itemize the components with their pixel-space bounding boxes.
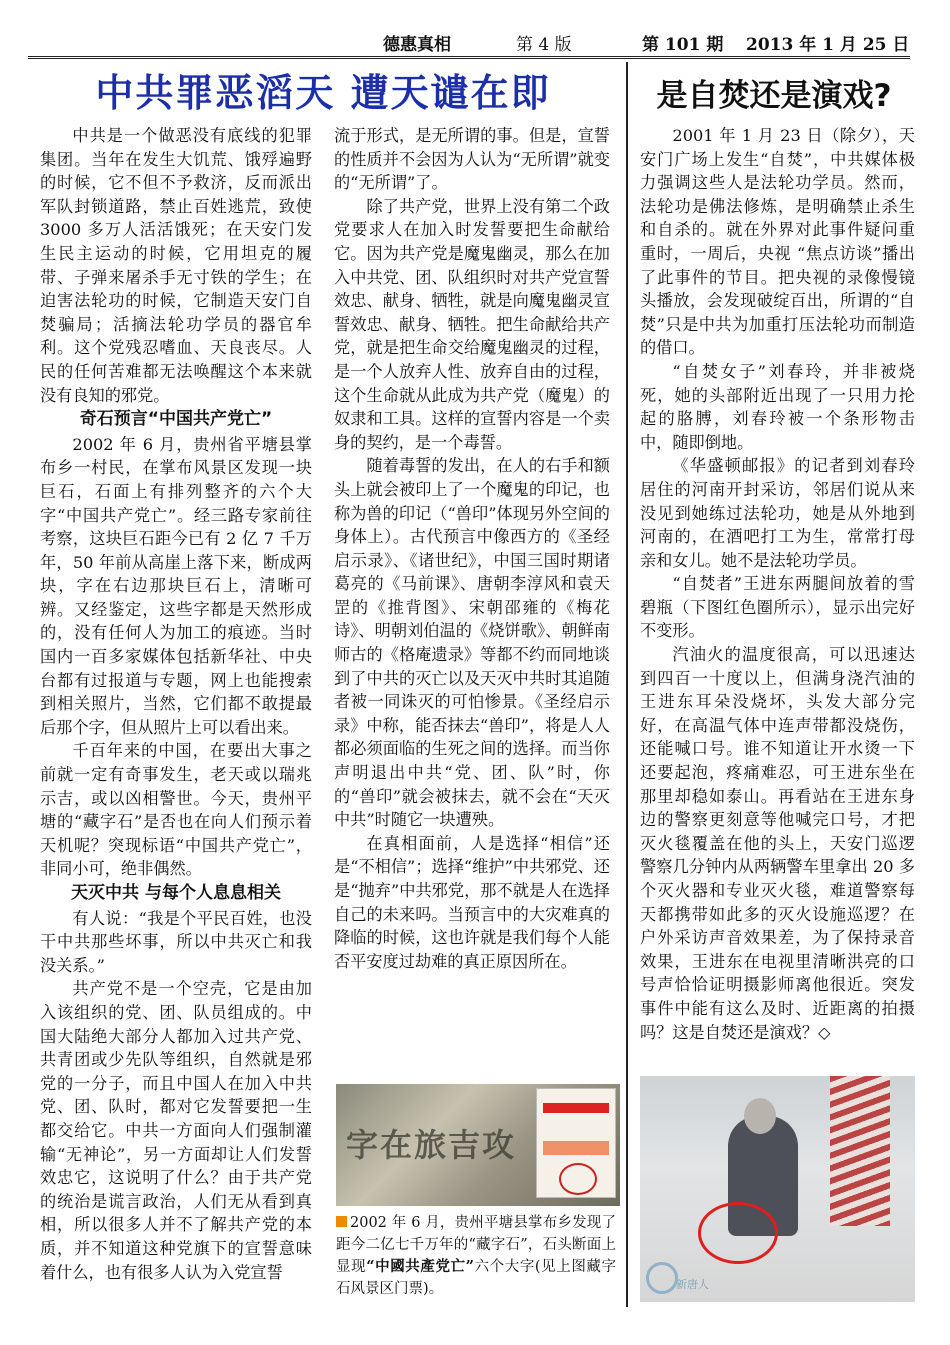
- article-paragraph: 2001 年 1 月 23 日（除夕），天安门广场上发生“自焚”，中共媒体极力强调这些人是法轮功学员。然而，法轮功是佛法修炼，是明确禁止杀生和自杀的。就在外界对此事件疑问重重时，一周后，央视 “焦点访谈”播出了此事件的节目。把央视的录像慢镜头播放，会发现破绽百出，所谓的“自焚”只是中共为加重打压法轮功而制造的借口。: [640, 126, 915, 358]
- caption-text: 2002 年 6 月，贵州平塘县掌布乡发现了距今二亿七千万年的“藏字石”，石头断面上显现: [336, 1215, 616, 1275]
- article-paragraph: 2002 年 6 月，贵州省平塘县掌布乡一村民，在掌布风景区发现一块巨石，石面上有排列整齐的六个大字“中国共产党亡”。经三路专家前往考察，这块巨石距今已有 2 亿 7 千万年，50 年前从高崖上落下来，断成两块，字在右边那块巨石上，清晰可辨。又经鉴定，这些字都是天然形成的，没有任何人为加工的痕迹。当时国内一百多家媒体包括新华社、中央台都有过报道与专题，网上也能搜索到相关照片，当然，它们都不敢提最后那个字，但从照片上可以看出来。: [40, 434, 312, 737]
- main-headline: 中共罪恶滔天 遭天谴在即: [95, 71, 551, 115]
- article-paragraph: 有人说：“我是个平民百姓，也没干中共那些坏事，所以中共灭亡和我没关系。”: [40, 908, 312, 975]
- caption-text: 六个大字(见上图藏字石风景区门票)。: [336, 1259, 617, 1297]
- article-paragraph: 除了共产党，世界上没有第二个政党要求人在加入时发誓要把生命献给它。因为共产党是魔鬼幽灵，那么在加入中共党、团、队组织时对共产党宣誓效忠、献身、牺牲，就是向魔鬼幽灵宣誓效忠、献身、牺牲。把生命献给共产党，就是把生命交给魔鬼幽灵的过程，是一个人放弃人性、放弃自由的过程，这个生命就从此成为共产党（魔鬼）的奴隶和工具。这样的宣誓内容是一个卖身的契约，是一个毒誓。: [334, 196, 610, 452]
- person-head: [744, 1098, 776, 1134]
- scenic-area-ticket: [536, 1088, 616, 1198]
- article-paragraph: 在真相面前，人是选择“相信”还是“不相信”；选择“维护”中共邪党、还是“抛弃”中共邪党，那不就是人在选择自己的未来吗。当预言中的大灾难真的降临的时候，这也许就是我们每个人能否平安度过劫难的真正原因所在。: [334, 833, 610, 971]
- issue-date: 2013 年 1 月 25 日: [746, 35, 910, 55]
- caption-highlight: “中國共產党亡”: [366, 1258, 474, 1275]
- issue-number: 第 101 期: [642, 35, 724, 55]
- article-paragraph: 汽油火的温度很高，可以迅速达到四百一十度以上，但满身浇汽油的王进东耳朵没烧坏，头发大部分完好，在高温气体中连声带都没烧伤，还能喊口号。谁不知道让开水烫一下还要起泡，疼痛难忍，可王进东坐在那里却稳如泰山。再看站在王进东身边的警察更刻意等他喊完口号，才把灭火毯覆盖在他的头上，天安门巡逻警察几分钟内从两辆警车里拿出 20 多个灭火器和专业灭火毯，难道警察每天都携带如此多的灭火设施巡逻？在户外采访声音效果差，为了保持录音效果，王进东在电视里清晰洪亮的口号声恰恰证明摄影师离他很近。突发事件中能有这么及时、近距离的拍摄吗？这是自焚还是演戏？◇: [640, 645, 915, 1042]
- page-header: [28, 28, 910, 59]
- column-divider: [626, 62, 628, 1307]
- tv-logo-icon: [646, 1262, 678, 1294]
- ticket-stripe: [543, 1103, 609, 1113]
- red-circle-highlight: [698, 1202, 778, 1264]
- flag-shape: [830, 1076, 890, 1226]
- subheading-stone-prophecy: 奇石预言“中国共产党亡”: [79, 409, 273, 430]
- article-paragraph: 流于形式，是无所谓的事。但是，宣誓的性质并不会因为人认为“无所谓”就变的“无所谓”了。: [334, 126, 610, 193]
- article-paragraph: “自焚女子”刘春玲，并非被烧死，她的头部附近出现了一只用力抡起的胳膊，刘春玲被一个条形物击中，随即倒地。: [640, 361, 915, 452]
- article-paragraph: 共产党不是一个空壳，它是由加入该组织的党、团、队员组成的。中国大陆绝大部分人都加入过共产党、共青团或少先队等组织，自然就是邪党的一分子，而且中国人在加入中共党、团、队时，都对它发誓要把一生都交给它。中共一方面向人们强制灌输“无神论”，另一方面却让人们发誓效忠它，这说明了什么？由于共产党的统治是谎言政治，人们无从看到真相，所以很多人并不了解共产党的本质，并不知道这种党旗下的宣誓意味着什么，也有很多人认为入党宣誓: [40, 979, 312, 1282]
- article-paragraph: 中共是一个做恶没有底线的犯罪集团。当年在发生大饥荒、饿殍遍野的时候，它不但不予救济，反而派出军队封锁道路，禁止百姓逃荒，致使 3000 多万人活活饿死；在天安门发生民主运动的时候，它用坦克的履带、子弹来屠杀手无寸铁的学生；在迫害法轮功的时候，它制造天安门自焚骗局；活摘法轮功学员的器官牟利。这个党残忍嗜血、天良丧尽。人民的任何苦难都无法唤醒这个本来就没有良知的邪党。: [40, 126, 312, 405]
- rock-inscription: 字在旅吉攻: [346, 1126, 517, 1164]
- article-paragraph: 《华盛顿邮报》的记者到刘春玲居住的河南开封采访，邻居们说从来没见到她练过法轮功，她是从外地到河南的，在酒吧打工为生，常常打母亲和女儿。她不是法轮功学员。: [640, 456, 915, 570]
- article-column-1: [40, 124, 312, 1284]
- tiananmen-photo: [640, 1076, 915, 1302]
- paper-name: 德惠真相: [383, 35, 451, 55]
- article-paragraph: “自焚者”王进东两腿间放着的雪碧瓶（下图红色圈所示），显示出完好不变形。: [640, 574, 915, 641]
- caption-marker-icon: [336, 1216, 347, 1227]
- article-column-2: [334, 124, 610, 973]
- side-headline: 是自焚还是演戏?: [656, 78, 892, 114]
- page-number: 第 4 版: [516, 35, 572, 55]
- ticket-stripe: [543, 1141, 609, 1155]
- article-column-3: [640, 124, 915, 1044]
- article-paragraph: 随着毒誓的发出，在人的右手和额头上就会被印上了一个魔鬼的印记，也称为兽的印记（“兽印”体现另外空间的身体上）。古代预言中像西方的《圣经启示录》、《诸世纪》，中国三国时期诸葛亮的《马前课》、唐朝李淳风和袁天罡的《推背图》、宋朝邵雍的《梅花诗》、明朝刘伯温的《烧饼歌》、朝鲜南师古的《格庵遗录》等都不约而同地谈到了中共的灭亡以及天灭中共时其追随者被一同诛灭的可怕惨景。《圣经启示录》中称，能否抹去“兽印”，将是人人都必须面临的生死之间的选择。而当你声明退出中共“党、团、队”时，你的“兽印”就会被抹去，就不会在“天灭中共”时随它一块遭殃。: [334, 456, 610, 830]
- stone-inscription-photo: [336, 1084, 620, 1206]
- photo-caption: [336, 1212, 616, 1300]
- article-paragraph: 千百年来的中国，在要出大事之前就一定有奇事发生，老天或以瑞兆示吉，或以凶相警世。今天，贵州平塘的“藏字石”是否也在向人们预示着天机呢？突现标语“中国共产党亡”，非同小可，绝非偶然。: [40, 741, 312, 879]
- ticket-stamp-icon: [559, 1163, 597, 1195]
- subheading-heaven-destroys: 天灭中共 与每个人息息相关: [71, 883, 281, 903]
- tv-logo-text: 新唐人: [676, 1278, 709, 1291]
